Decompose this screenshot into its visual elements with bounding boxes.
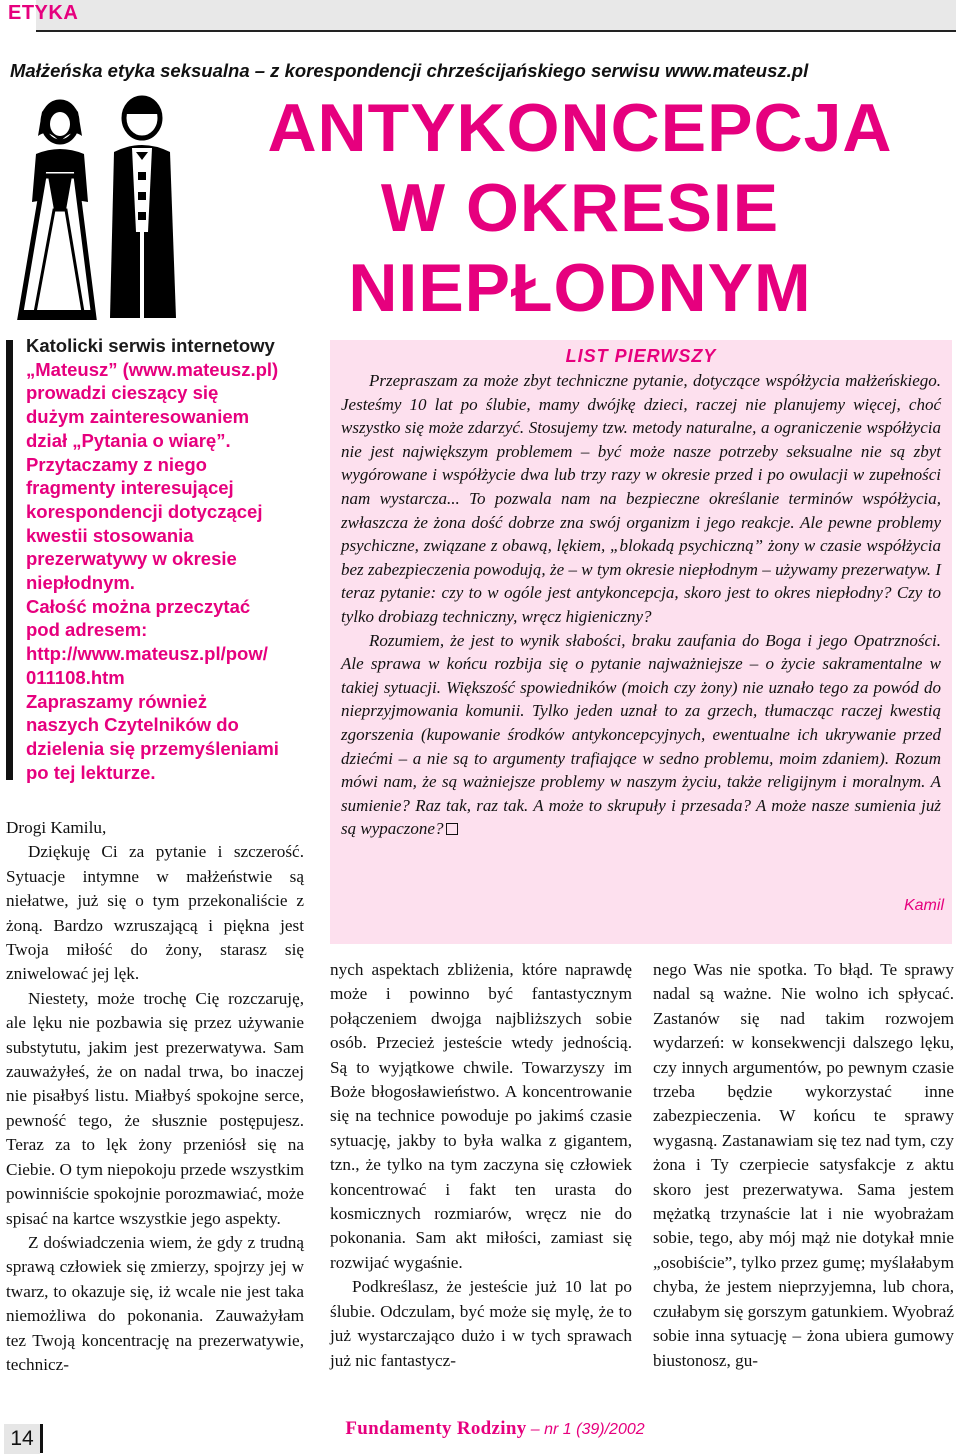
page-subtitle: Małżeńska etyka seksualna – z korespondencji chrześcijańskiego serwisu www.mateusz.pl — [10, 60, 809, 81]
end-mark-icon — [446, 823, 458, 835]
intro-link-line: 011108.htm — [26, 666, 125, 688]
groom-figure — [110, 98, 176, 318]
issue-number: – nr 1 (39)/2002 — [530, 1421, 645, 1438]
intro-line: naszych Czytelników do — [26, 714, 239, 736]
intro-line: kwestii stosowania — [26, 524, 194, 546]
page-number-divider — [40, 1424, 43, 1453]
intro-line: „Mateusz” (www.mateusz.pl) — [26, 358, 279, 380]
footer-masthead — [330, 1418, 660, 1440]
article-column-1 — [6, 816, 304, 1377]
intro-line: Katolicki serwis internetowy — [26, 335, 275, 356]
body-paragraph: Z doświadczenia wiem, że gdy z trudną sprawą człowiek się zmierzy, spojrzy jej w twarz, to okazuje się, iż wcale nie jest taka niemożliwa do pokonania. Zauważyłam tez Twoją koncentrację na prezerwatywie, technicz- — [6, 1232, 304, 1374]
headline — [210, 88, 950, 328]
headline-line-2: W OKRESIE — [380, 170, 780, 246]
page-number: 14 — [4, 1424, 40, 1454]
intro-line: prezerwatywy w okresie — [26, 548, 237, 570]
letter-paragraph-text: Rozumiem, że jest to wynik słabości, braku zaufania do Boga i jego Opatrzności. Ale sprawa w końcu rozbija się o pytanie najważniejsze – o życie sakramentalne w takiej sytuacji. Większość spowiedników (moich czy żony) nie uznało tego za powód do nieprzyjmowania komunii. Tylko jeden uznał to za grzech, tłumacząc raczej kwestią zgorszenia (kupowanie środków antykoncepcyjnych, ewentualne ich ukrywanie przed dziećmi – a nie są to argumenty trafiające w sedno problemu, moim zdaniem). Rozum mówi nam, że są ważniejsze problemy w naszym życiu, także religijnym i moralnym. A sumienie? Raz tak, raz tak. A może to skrupuły i przesada? A może nasze sumienia już są wypaczone? — [341, 630, 941, 839]
intro-line: Przytaczamy z niego — [26, 453, 207, 475]
headline-line-3: NIEPŁODNYM — [348, 250, 812, 326]
intro-link-line: http://www.mateusz.pl/pow/ — [26, 643, 268, 665]
intro-line: Całość można przeczytać — [26, 595, 251, 617]
magazine-name: Fundamenty Rodziny — [345, 1418, 527, 1439]
body-paragraph: nego Was nie spotka. To błąd. Te sprawy nadal są ważne. Nie wolno ich spłycać. Zastanów się nad takim rozwojem wydarzeń: w konsekwencji dalszego lęku, czy innych argumentów, po pewnym czasie trzeba będzie wykorzystać inne zabezpieczenia. W końcu te sprawy wygasną. Zastanawiam się tez nad tym, czy żona i Ty czerpiecie satysfakcje z aktu skoro jest prezerwatywa. Sama jestem mężatką trzynaście lat i nie wyobrażam sobie, tego, aby mój mąż nie dotykał mnie „osobiście”, tylko przez gumę; myślałabym chyba, że jestem nieprzyjemna, lub chora, czułabym się gorszym gatunkiem. Wyobraź sobie inna sytuację – żona ubiera gumowy biustonosz, gu- — [653, 960, 954, 1370]
wedding-couple-icon — [14, 92, 186, 320]
intro-line: korespondencji dotyczącej — [26, 500, 263, 522]
intro-line: fragmenty interesującej — [26, 477, 234, 499]
intro-line: po tej lekturze. — [26, 761, 156, 783]
letter-title: LIST PIERWSZY — [565, 346, 717, 366]
body-paragraph: nych aspektach zbliżenia, które naprawdę może i powinno być fantastycznym połączeniem dwojga najbliższych sobie osób. Przecież jesteście wtedy jednością. Są to wyjątkowe chwile. Towarzyszy im Boże błogosławieństwo. A koncentrowanie się na technice powoduje po jakimś czasie sytuację, jakby to była walka z gigantem, tzn., że tylko na tym zaczyna się człowiek koncentrować i fakt ten urasta do kosmicznych rozmiarów, wręcz nie do pokonania. Sam akt miłości, zamiast się rozwijać wygaśnie. — [330, 960, 632, 1272]
letter-body — [341, 369, 941, 841]
letter-paragraph — [341, 629, 941, 841]
intro-line: pod adresem: — [26, 619, 148, 641]
letter-signature: Kamil — [903, 897, 944, 914]
headline-line-1: ANTYKONCEPCJA — [267, 90, 893, 166]
bride-figure — [20, 100, 94, 318]
intro-line: niepłodnym. — [26, 572, 135, 594]
article-column-2 — [330, 958, 632, 1373]
intro-line: dzielenia się przemyśleniami — [26, 737, 279, 759]
article-column-3 — [653, 958, 954, 1373]
intro-line: prowadzi cieszący się — [26, 382, 219, 404]
intro-line: dział „Pytania o wiarę”. — [26, 429, 231, 451]
body-paragraph: Niestety, może trochę Cię rozczaruję, ale lęku nie pozbawia się przez używanie substytutu, jakim jest prezerwatywa. Sam zauważyłeś, że on nadal trwa, bo inaczej nie pisałbyś listu. Miałbyś spokojne serce, pewność tego, że słusznie postępujesz. Teraz za to lęk żony przeniósł się na Ciebie. O tym niepokoju przede wszystkim powinniście spokojnie porozmawiać, może spisać na kartce wszystkie jego aspekty. — [6, 988, 304, 1228]
intro-line: dużym zainteresowaniem — [26, 406, 250, 428]
intro-line: Zapraszamy również — [26, 690, 207, 712]
body-paragraph: Podkreślasz, że jesteście już 10 lat po ślubie. Odczulam, być może się mylę, że to już wystarczająco dużo i w tych sprawach już nic fantastycz- — [330, 1277, 632, 1370]
body-paragraph: Dziękuję Ci za pytanie i szczerość. Sytuacje intymne w małżeństwie są niełatwe, już się o tym przekonaliście z żoną. Bardzo wzruszającą i piękna jest Twoja miłość do żony, starasz się zniwelować jej lęk. — [6, 842, 304, 984]
section-label: ETYKA — [8, 2, 79, 24]
salutation: Drogi Kamilu, — [6, 818, 107, 837]
intro-box — [26, 334, 316, 784]
intro-side-bar — [6, 340, 13, 780]
letter-paragraph: Przepraszam za może zbyt techniczne pytanie, dotyczące współżycia małżeńskiego. Jesteśmy 10 lat po ślubie, mamy dwójkę dzieci, raczej nie planujemy więcej, choć wszystko się może zdarzyć. Stosujemy tzw. metody naturalne, a ograniczenie współżycia nie jest największym problemem – być może nasze potrzeby seksualne nie są zbyt wygórowane i współżycie dwa lub trzy razy w okresie przed i po owulacji w zupełności nam wystarcza... To pozwala nam na bezpieczne określanie terminów współżycia, zwłaszcza że żona dość dobrze zna swój organizm i jego reakcje. Ale pewne problemy psychiczne, związane z obawą, lękiem, „blokadą psychiczną” żony w czasie współżycia bez zabezpieczenia powodują, że – w tym okresie niepłodnym – używamy prezerwatyw. I teraz pytanie: czy to w ogóle jest antykoncepcja, skoro jest to okres niepłodny? Czy to tylko drobiazg techniczny, wręcz higieniczny? — [341, 371, 941, 626]
section-tab — [36, 0, 956, 32]
